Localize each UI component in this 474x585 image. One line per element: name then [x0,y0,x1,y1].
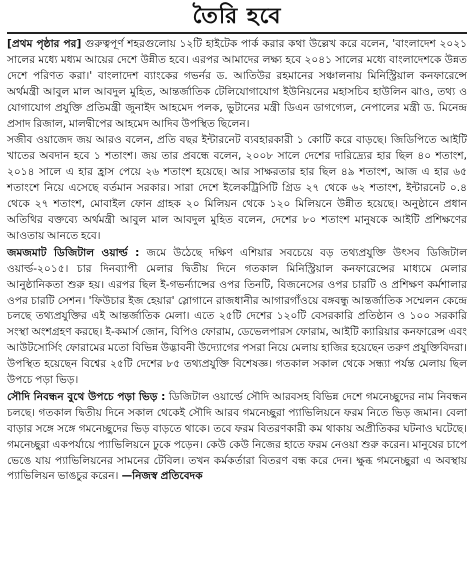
headline-divider [7,32,467,34]
subheading-saudi-booth: সৌদি নিবন্ধন বুথে উপচে পড়া ভিড় : [7,390,166,403]
continuation-label: [প্রথম পৃষ্ঠার পর] [7,38,82,50]
article-paragraph-3 [7,246,467,389]
paragraph-text-4: ডিজিটাল ওয়ার্ল্ডে সৌদি আরবসহ বিভিন্ন দেশে গমনেচ্ছুদের নাম নিবন্ধন চলছে। গতকাল দ্বিতীয় দিনে সকাল থেকেই সৌদি আরব গমনেচ্ছুরা প্যাভিলিয়নে ফরম নিতে ভিড় জমান। বেলা বাড়ার সঙ্গে সঙ্গে গমনেচ্ছুদের ভিড় বাড়তে থাকে। তবে ফরম বিতরণকারী কম থাকায় অপ্রীতিকর ঘটনাও ঘটেছে। গমনেচ্ছুরা একপর্যায়ে প্যাভিলিয়নে ঢুকে পড়েন। কেউ কেউ নিজের হাতে ফরম নেওয়া শুরু করেন। মানুষের চাপে ভেঙে যায় প্যাভিলিয়নের সামনের টেবিল। তখন কর্মকর্তারা বিতরণ বন্ধ করে দেন। ক্ষুব্ধ গমনেচ্ছুরা এ অবস্থায় প্যাভিলিয়ন ভাঙচুর করেন। [7,390,467,483]
article-paragraph-2 [7,133,467,244]
article-paragraph-4 [7,390,467,485]
paragraph-text-2: সজীব ওয়াজেদ জয় আরও বলেন, প্রতি বছর ইন্টারনেট ব্যবহারকারী ১ কোটি করে বাড়ছে। জিডিপিতে আইটি খাতের অবদান হবে ১ শতাংশ। জয় তার প্রবন্ধে বলেন, ২০০৮ সালে দেশের দারিদ্র্যের হার ছিল ৪০ শতাংশ, ২০১৪ সালে এ হার হ্রাস পেয়ে ২৬ শতাংশ হয়েছে। আর সাক্ষরতার হার ছিল ৪৯ শতাংশ, আজ এ হার ৬৫ শতাংশে নিয়ে এসেছে বর্তমান সরকার। সারা দেশে ইলেকট্রিসিটি গ্রিড ২৭ থেকে ৬২ শতাংশ, ইন্টারনেট ০.৪ থেকে ২৭ শতাংশ, মোবাইল ফোন গ্রাহক ২০ মিলিয়ন থেকে ১২০ মিলিয়নে উন্নীত হয়েছে। অনুষ্ঠানে প্রধান অতিথির বক্তব্যে অর্থমন্ত্রী আবুল মাল আবদুল মুহিত বলেন, দেশের ৮০ শতাংশ মানুষকে আইটি প্রশিক্ষণের আওতায় আনতে হবে। [7,134,467,242]
paragraph-text-3: জমে উঠেছে দক্ষিণ এশিয়ার সবচেয়ে বড় তথ্যপ্রযুক্তি উৎসব ডিজিটাল ওয়ার্ল্ড-২০১৫। চার দিনব্যাপী মেলার দ্বিতীয় দিনে গতকাল মিনিস্ট্রিয়াল কনফারেন্সের মাধ্যমে মেলার আনুষ্ঠানিকতা শুরু হয়। এরপর ছিল ই-গভর্ন্যান্সের ওপর তিনটি, বিজনেসের ওপর চারটি ও প্রশিক্ষণ কর্মশালার ওপর চারটি সেশন। 'ফিউচার ইজ হেয়ার' স্লোগানে রাজধানীর আগারগাঁওয়ে বঙ্গবন্ধু আন্তর্জাতিক সম্মেলন কেন্দ্রে চলছে তথ্যপ্রযুক্তির এই আন্তর্জাতিক মেলা। এতে ২৫টি দেশের ১২০টি বেসরকারি প্রতিষ্ঠান ও ১০০ সরকারি সংস্থা অংশগ্রহণ করছে। ই-কমার্স জোন, বিপিও ফোরাম, ডেভেলপারস ফোরাম, আইটি ক্যারিয়ার কনফারেন্স এবং আউটসোর্সিং ফোরামের মতো বিভিন্ন উদ্ভাবনী উদ্যোগের পসরা নিয়ে মেলায় হাজির হয়েছেন তরুণ প্রযুক্তিবিদরা। উপস্থিত হয়েছেন বিশ্বের ২৫টি দেশের ৮৫ তথ্যপ্রযুক্তি বিশেষজ্ঞ। গতকাল সকাল থেকে সন্ধ্যা পর্যন্ত মেলায় ছিল উপচে পড়া ভিড়। [7,246,467,387]
subheading-digital-world: জমজমাট ডিজিটাল ওয়ার্ল্ড : [7,246,140,259]
byline: —নিজস্ব প্রতিবেদক [118,470,203,483]
paragraph-text-1: গুরুত্বপূর্ণ শহরগুলোয় ১২টি হাইটেক পার্ক করার কথা উল্লেখ করে বলেন, 'বাংলাদেশ ২০২১ সালের মধ্যে মধ্যম আয়ের দেশে উন্নীত হবে। এরপর আমাদের লক্ষ্য হবে ২০৪১ সালের মধ্যে বাংলাদেশকে উন্নত দেশে পরিণত করা।' বাংলাদেশ ব্যাংকের গভর্নর ড. আতিউর রহমানের সঞ্চালনায় মিনিস্ট্রিয়াল কনফারেন্সে অর্থমন্ত্রী আবুল মাল আবদুল মুহিত, আন্তর্জাতিক টেলিযোগাযোগ ইউনিয়নের মহাসচিব হাউলিন ঝাও, তথ্য ও যোগাযোগ প্রযুক্তি প্রতিমন্ত্রী জুনাইদ আহমেদ পলক, ভুটানের মন্ত্রী ডিএন ডাগগ্যেল, নেপালের মন্ত্রী ড. মিনেন্দ্র প্রসাদ রিজাল, মালদ্বীপের আহমেদ আদিব উপস্থিত ছিলেন। [7,38,467,130]
article-paragraph-1 [7,37,467,132]
article-headline: তৈরি হবে [192,4,282,29]
